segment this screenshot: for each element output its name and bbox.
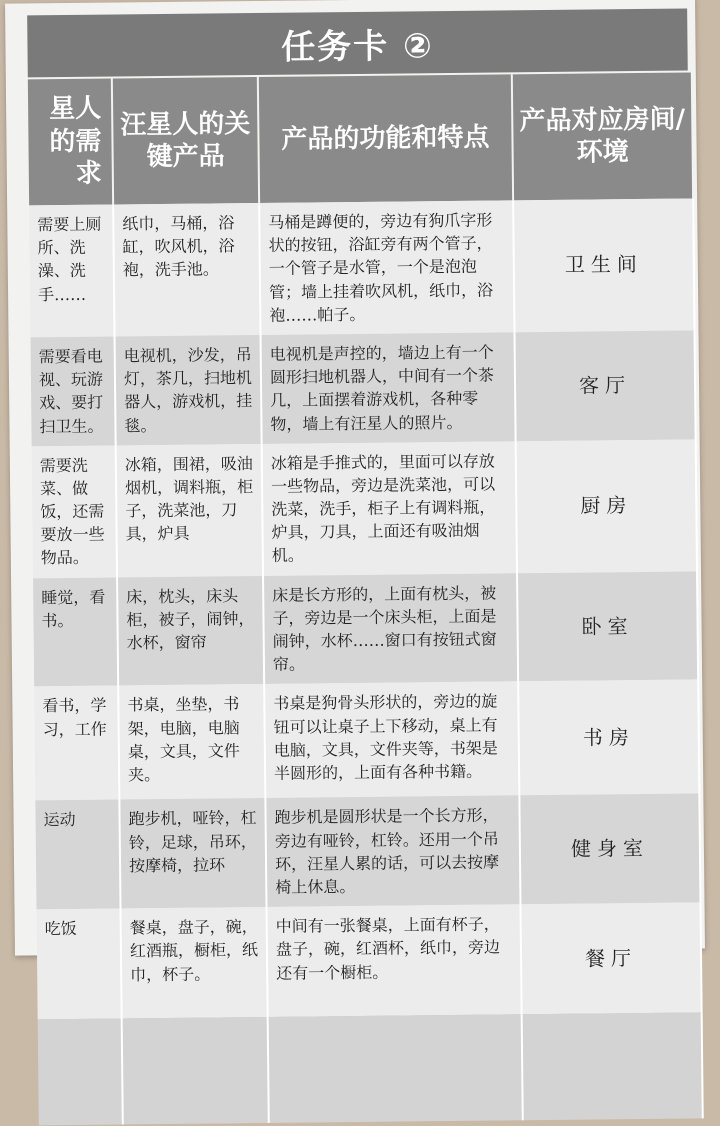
features-cell: 冰箱是手推式的，里面可以存放一些物品，旁边是洗菜池，可以洗菜，洗手，柜子上有调料瓶，炉具，刀具，上面还有吸油烟机。 (262, 441, 517, 576)
task-card-sheet (5, 0, 705, 984)
task-table (28, 72, 704, 1125)
table-row (35, 794, 700, 910)
products-cell: 电视机，沙发，吊灯，茶几，扫地机器人，游戏机，挂毯。 (115, 335, 262, 445)
features-cell: 中间有一张餐桌，上面有杯子，盘子，碗，红酒杯，纸巾，旁边还有一个橱柜。 (267, 904, 522, 1017)
table-row (37, 903, 702, 1020)
empty-cell (268, 1014, 523, 1123)
header-room: 产品对应房间/环境 (512, 72, 693, 200)
features-cell: 书桌是狗骨头形状的，旁边的旋钮可以让桌子上下移动，桌上有电脑，文具，文件夹等，书架是半圆形的，上面有各种书籍。 (264, 682, 519, 799)
room-cell: 厨房 (516, 439, 697, 573)
table-row (32, 439, 697, 578)
need-cell: 运动 (35, 800, 120, 910)
products-cell: 纸巾，马桶，浴缸，吹风机，浴袍，洗手池。 (113, 203, 260, 336)
empty-cell (522, 1013, 703, 1121)
table-row (29, 198, 694, 337)
products-cell: 冰箱，围裙，吸油烟机，调料瓶，柜子，洗菜池，刀具，炉具 (116, 444, 263, 577)
room-cell: 卧室 (517, 571, 698, 682)
features-cell: 电视机是声控的，墙边上有一个圆形扫地机器人，中间有一个茶几，上面摆着游戏机，各种零物，墙上有汪星人的照片。 (261, 332, 516, 443)
need-cell: 需要上厕所、洗澡、洗手…… (29, 205, 114, 338)
empty-cell (122, 1017, 269, 1125)
need-cell: 吃饭 (37, 909, 122, 1020)
room-cell: 客厅 (515, 330, 696, 441)
room-cell: 餐厅 (520, 903, 701, 1015)
room-cell: 健身室 (519, 794, 700, 905)
features-cell: 跑步机是圆形状是一个长方形，旁边有哑铃，杠铃。还用一个吊环，汪星人累的话，可以去按摩椅上休息。 (265, 796, 520, 907)
table-row (34, 680, 699, 801)
products-cell: 床，枕头，床头柜，被子，闹钟，水杯，窗帘 (117, 576, 264, 686)
features-cell: 马桶是蹲便的，旁边有狗爪字形状的按钮，浴缸旁有两个管子，一个管子是水管，一个是泡泡管；墙上挂着吹风机，纸巾，浴袍……帕子。 (259, 200, 514, 335)
need-cell: 睡觉，看书。 (33, 577, 118, 687)
products-cell: 跑步机，哑铃，杠铃，足球，吊环，按摩椅，拉环 (119, 798, 266, 908)
header-products: 汪星人的关键产品 (112, 77, 259, 205)
empty-cell (38, 1019, 123, 1126)
table-row (31, 330, 696, 446)
room-cell: 卫生间 (513, 198, 694, 332)
header-features: 产品的功能和特点 (258, 74, 513, 203)
room-cell: 书房 (518, 680, 699, 796)
products-cell: 书桌，坐垫，书架，电脑，电脑桌，文具，文件夹。 (118, 684, 265, 800)
header-need: 星人的需求 (28, 79, 113, 206)
features-cell: 床是长方形的，上面有枕头，被子，旁边是一个床头柜，上面是闹钟，水杯……窗口有按钮式窗帘。 (263, 573, 518, 684)
table-header-row (28, 72, 693, 205)
empty-row (38, 1013, 703, 1126)
table-row (33, 571, 698, 687)
task-card-title: 任务卡 ② (27, 8, 688, 77)
need-cell: 需要看电视、玩游戏、要打扫卫生。 (31, 336, 116, 446)
products-cell: 餐桌，盘子，碗，红酒瓶，橱柜，纸巾，杯子。 (121, 907, 268, 1019)
need-cell: 需要洗菜、做饭，还需要放一些物品。 (32, 445, 117, 578)
need-cell: 看书，学习，工作 (34, 686, 119, 801)
